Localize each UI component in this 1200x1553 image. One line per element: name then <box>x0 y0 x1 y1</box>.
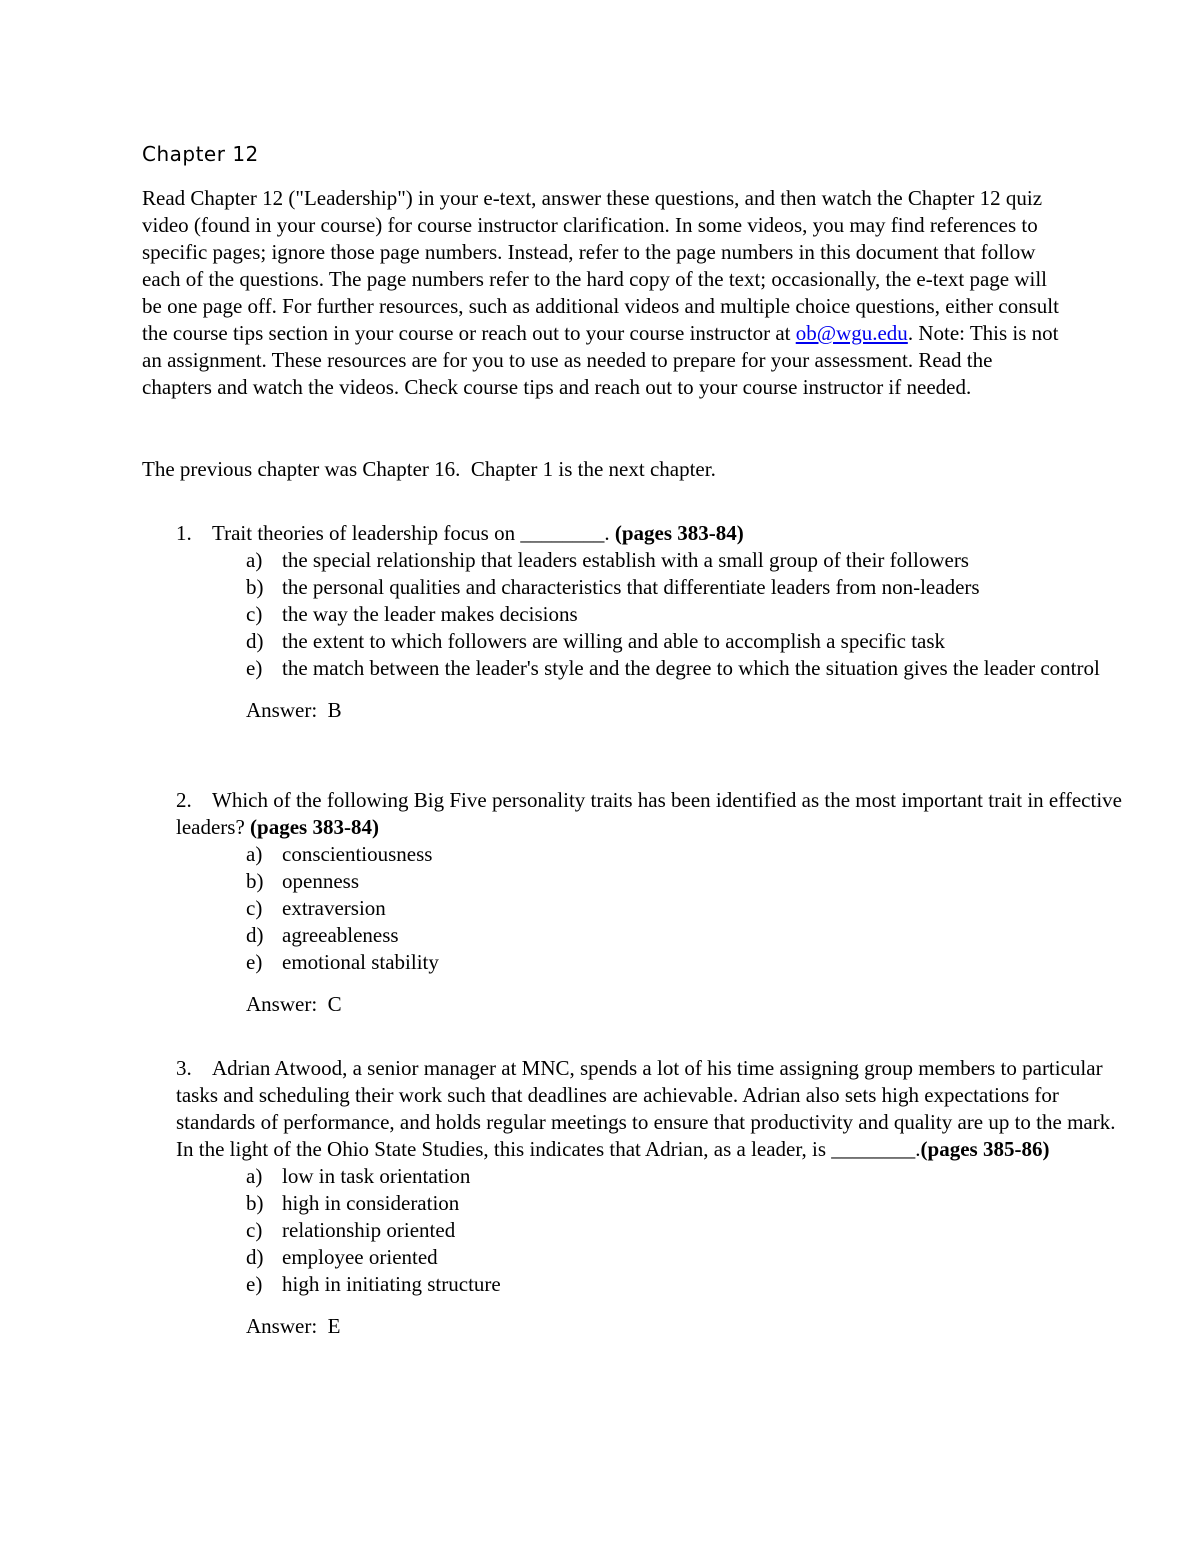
option-a <box>246 1163 1136 1190</box>
option-letter: a) <box>246 1164 263 1188</box>
option-letter: b) <box>246 869 264 893</box>
option-a <box>246 547 1136 574</box>
option-letter: d) <box>246 629 264 653</box>
option-d <box>246 628 1136 655</box>
question-number: 1. <box>176 521 192 545</box>
option-letter: a) <box>246 548 263 572</box>
option-d <box>246 1244 1136 1271</box>
option-text: conscientiousness <box>282 842 433 866</box>
option-b <box>246 1190 1136 1217</box>
option-letter: a) <box>246 842 263 866</box>
email-link[interactable]: ob@wgu.edu <box>795 321 908 345</box>
prev-next-note: The previous chapter was Chapter 16. Chapter 1 is the next chapter. <box>142 457 716 481</box>
question-stem <box>176 787 1136 841</box>
intro-paragraph <box>142 185 1062 401</box>
answer-line: Answer: B <box>246 698 342 722</box>
option-text: the match between the leader's style and the degree to which the situation gives the leader control <box>282 656 1100 680</box>
intro-text-before-link: Read Chapter 12 ("Leadership") in your e-text, answer these questions, and then watch the Chapter 12 quiz video (found in your course) for course instructor clarification. In some videos, you may find references to specific pages; ignore those page numbers. Instead, refer to the page numbers in this document that follow each of the questions. The page numbers refer to the hard copy of the text; occasionally, the e-text page will be one page off. For further resources, such as additional videos and multiple choice questions, either consult the course tips section in your course or reach out to your course instructor at <box>142 186 1059 345</box>
option-text: employee oriented <box>282 1245 438 1269</box>
option-letter: b) <box>246 575 264 599</box>
option-text: openness <box>282 869 359 893</box>
option-list <box>176 1163 1136 1298</box>
option-text: agreeableness <box>282 923 399 947</box>
question-1 <box>176 520 1136 724</box>
option-list <box>176 841 1136 976</box>
question-pages: (pages 385-86) <box>920 1137 1050 1161</box>
option-d <box>246 922 1136 949</box>
option-e <box>246 655 1136 682</box>
option-b <box>246 868 1136 895</box>
option-letter: b) <box>246 1191 264 1215</box>
option-letter: d) <box>246 923 264 947</box>
option-letter: c) <box>246 602 263 626</box>
question-text: Trait theories of leadership focus on ________. <box>212 521 615 545</box>
question-text: Adrian Atwood, a senior manager at MNC, spends a lot of his time assigning group members to particular tasks and scheduling their work such that deadlines are achievable. Adrian also sets high expectations for standards of performance, and holds regular meetings to ensure that productivity and quality are up to the mark. In the light of the Ohio State Studies, this indicates that Adrian, as a leader, is ________. <box>176 1056 1116 1161</box>
question-pages: (pages 383-84) <box>250 815 379 839</box>
option-c <box>246 1217 1136 1244</box>
question-3 <box>176 1055 1136 1340</box>
option-text: the extent to which followers are willing and able to accomplish a specific task <box>282 629 946 653</box>
option-text: high in consideration <box>282 1191 460 1215</box>
question-number: 2. <box>176 788 192 812</box>
option-text: high in initiating structure <box>282 1272 501 1296</box>
option-text: relationship oriented <box>282 1218 456 1242</box>
question-stem <box>176 520 1136 547</box>
option-text: the special relationship that leaders establish with a small group of their followers <box>282 548 969 572</box>
chapter-heading: Chapter 12 <box>142 142 259 166</box>
option-text: low in task orientation <box>282 1164 471 1188</box>
option-letter: d) <box>246 1245 264 1269</box>
option-e <box>246 1271 1136 1298</box>
option-letter: e) <box>246 656 263 680</box>
option-letter: c) <box>246 1218 263 1242</box>
question-text: Which of the following Big Five personality traits has been identified as the most important trait in effective leaders? <box>176 788 1122 839</box>
answer-line: Answer: C <box>246 992 342 1016</box>
option-letter: c) <box>246 896 263 920</box>
option-text: the way the leader makes decisions <box>282 602 578 626</box>
question-pages: (pages 383-84) <box>614 521 744 545</box>
option-e <box>246 949 1136 976</box>
option-letter: e) <box>246 1272 263 1296</box>
option-a <box>246 841 1136 868</box>
option-text: extraversion <box>282 896 386 920</box>
option-list <box>176 547 1136 682</box>
answer-line: Answer: E <box>246 1314 341 1338</box>
option-text: the personal qualities and characteristics that differentiate leaders from non-leaders <box>282 575 980 599</box>
question-2 <box>176 787 1136 1018</box>
option-letter: e) <box>246 950 263 974</box>
option-c <box>246 895 1136 922</box>
option-c <box>246 601 1136 628</box>
question-number: 3. <box>176 1056 192 1080</box>
question-stem <box>176 1055 1136 1163</box>
option-b <box>246 574 1136 601</box>
intro-text-after-link: . Note: This is not an assignment. These resources are for you to use as needed to prepare for your assessment. Read the chapters and watch the videos. Check course tips and reach out to your course instructor if needed. <box>142 321 1059 399</box>
option-text: emotional stability <box>282 950 439 974</box>
